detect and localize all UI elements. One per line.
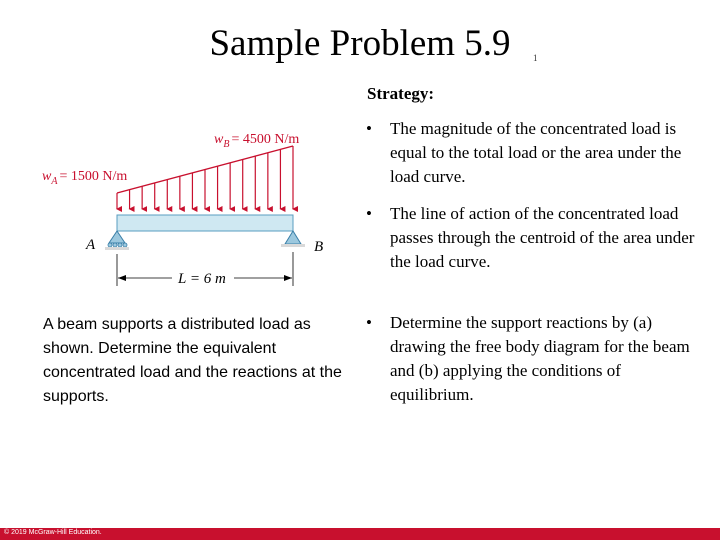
roller	[118, 243, 122, 247]
strategy-bullet-1	[366, 117, 706, 189]
support-label-a: A	[86, 237, 96, 253]
right-ground	[281, 244, 305, 247]
left-support	[109, 231, 125, 243]
copyright-text: © 2019 McGraw-Hill Education.	[4, 529, 102, 536]
load-arrows	[117, 146, 293, 209]
wb-label: $w_B = 4500$ N/m	[214, 132, 300, 150]
strategy-heading: Strategy:	[367, 84, 435, 103]
beam-figure	[30, 118, 340, 293]
bullet-text: Determine the support reactions by (a) drawing the free body diagram for the beam and (b) applying the conditions of equilibrium.	[390, 313, 690, 404]
roller	[123, 243, 127, 247]
bullet-text: The line of action of the concentrated load passes through the centroid of the area under the load curve.	[390, 204, 695, 271]
beam	[117, 215, 293, 231]
slide-number: 1	[533, 53, 538, 63]
bullet-dot: •	[366, 204, 372, 223]
bullet-dot: •	[366, 313, 372, 332]
problem-description: A beam supports a distributed load as shown. Determine the equivalent concentrated load and the reactions at the supports.	[43, 316, 342, 405]
wa-label: $w_A = 1500$ N/m	[42, 169, 128, 187]
bullet-text: The magnitude of the concentrated load is equal to the total load or the area under the load curve.	[390, 119, 682, 186]
support-label-b: B	[314, 239, 324, 255]
roller	[113, 243, 117, 247]
footer-bar	[0, 528, 720, 540]
right-support	[285, 231, 301, 244]
strategy-bullet-3	[366, 311, 706, 407]
strategy-bullet-2	[366, 202, 706, 274]
slide-title: Sample Problem 5.9	[209, 23, 511, 64]
length-label: L = 6 m	[178, 271, 226, 287]
bullet-dot: •	[366, 119, 372, 138]
roller	[108, 243, 112, 247]
left-ground	[105, 247, 129, 250]
